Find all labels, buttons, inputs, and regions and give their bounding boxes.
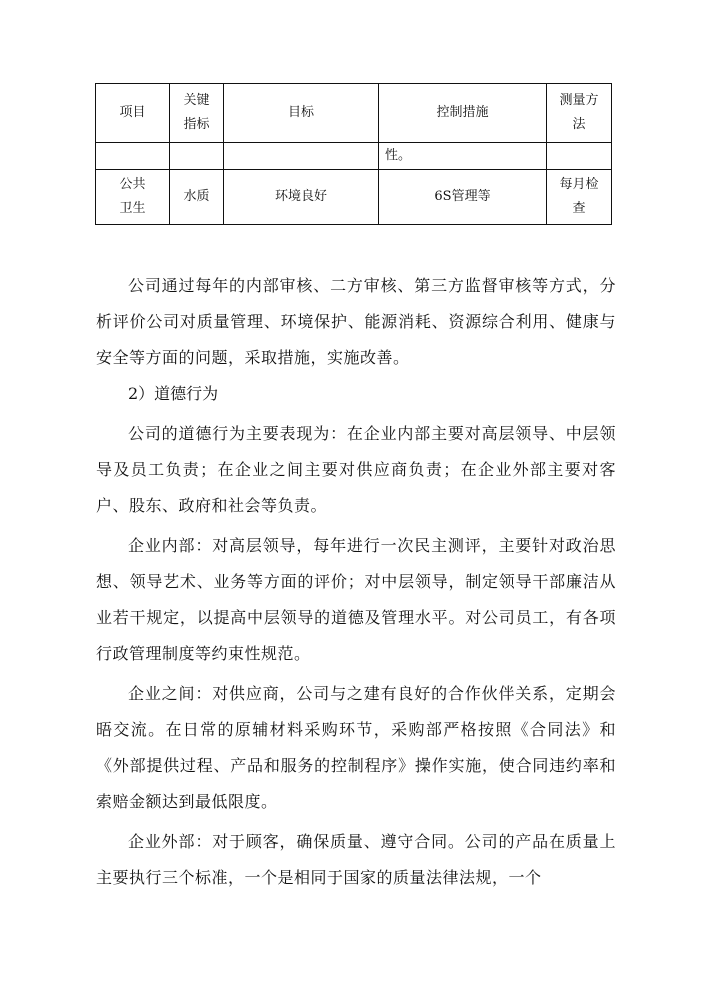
paragraph-between-enterprises: 企业之间：对供应商，公司与之建有良好的合作伙伴关系，定期会晤交流。在日常的原辅材料采购环节，采购部严格按照《合同法》和《外部提供过程、产品和服务的控制程序》操作实施，使合同违约率和索赔金额达到最低限度。 [96, 684, 616, 811]
paragraph-ethics-overview: 公司的道德行为主要表现为：在企业内部主要对高层领导、中层领导及员工负责；在企业之间主要对供应商负责；在企业外部主要对客户、股东、政府和社会等负责。 [96, 424, 616, 515]
table-cell [547, 143, 612, 170]
paragraph-audit: 公司通过每年的内部审核、二方审核、第三方监督审核等方式，分析评价公司对质量管理、环境保护、能源消耗、资源综合利用、健康与安全等方面的问题，采取措施，实施改善。 [96, 276, 616, 367]
header-cell-measure-method [547, 84, 612, 143]
header-cell-key-indicator [170, 84, 224, 143]
section-heading-ethics: 2）道德行为 [128, 384, 219, 403]
header-cell-target: 目标 [224, 84, 379, 143]
paragraph-external: 企业外部：对于顾客，确保质量、遵守合同。公司的产品在质量上主要执行三个标准，一个是相同于国家的质量法律法规，一个 [96, 832, 616, 887]
table-cell-continuation-text: 性。 [379, 143, 547, 170]
table-row [96, 170, 612, 225]
table-cell [224, 143, 379, 170]
table-cell-target: 环境良好 [224, 170, 379, 225]
table-cell [96, 143, 170, 170]
cell-method-text: 每月检 查 [559, 177, 599, 216]
table-cell-measures: 6S管理等 [379, 170, 547, 225]
table-row-continuation [96, 143, 612, 170]
header-key-indicator-text: 关键 指标 [183, 93, 210, 132]
paragraph-internal: 企业内部：对高层领导，每年进行一次民主测评，主要针对政治思想、领导艺术、业务等方面的评价；对中层领导，制定领导干部廉洁从业若干规定，以提高中层领导的道德及管理水平。对公司员工，有各项行政管理制度等约束性规范。 [96, 536, 616, 663]
metrics-table [95, 83, 612, 225]
cell-item-text: 公共 卫生 [119, 177, 146, 216]
table-cell-indicator: 水质 [170, 170, 224, 225]
table-cell [170, 143, 224, 170]
header-measure-method-text: 测量方 法 [559, 93, 599, 132]
body-text [96, 268, 616, 896]
header-cell-item: 项目 [96, 84, 170, 143]
table-cell-method [547, 170, 612, 225]
table-cell-item [96, 170, 170, 225]
table-header-row [96, 84, 612, 143]
header-cell-control-measures: 控制措施 [379, 84, 547, 143]
